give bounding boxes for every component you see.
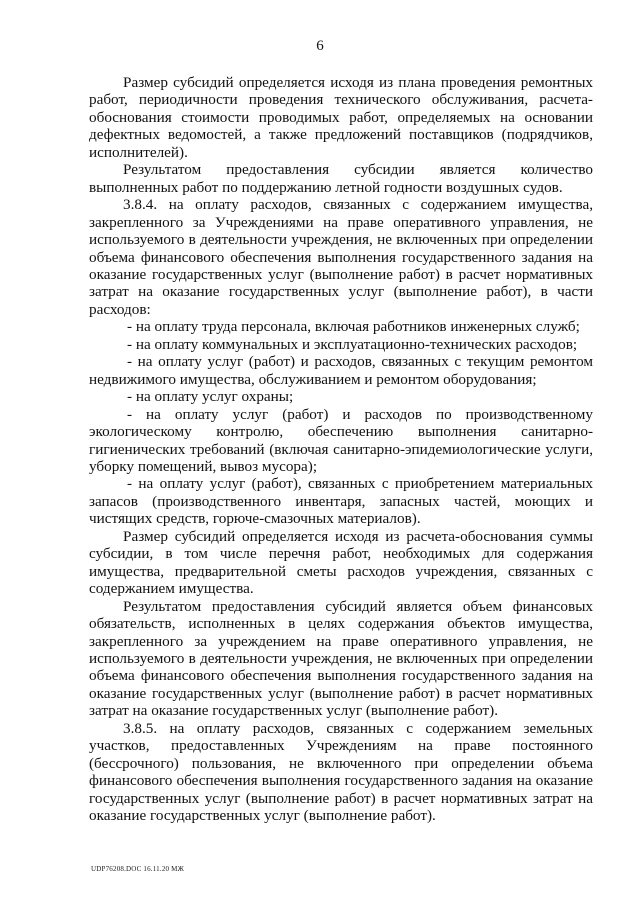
paragraph-subsidy-size-property: Размер субсидий определяется исходя из расчета-обоснования суммы субсидии, в том числе перечня работ, необходимых для содержания имущества, предварительной сметы расходов учреждения, связанных с содержанием имущества. (89, 527, 593, 598)
paragraph-subsidy-result-airworthiness: Результатом предоставления субсидии является количество выполненных работ по поддержанию летной годности воздушных судов. (89, 161, 593, 196)
document-footer-code: UDP76208.DOC 16.11.20 MЖ (91, 865, 185, 873)
list-item-material-stocks: - на оплату услуг (работ), связанных с приобретением материальных запасов (производственного инвентаря, запасных частей, моющих и чистящих средств, горюче-смазочных материалов). (89, 475, 593, 528)
page-number: 6 (316, 38, 324, 54)
paragraph-subsidy-result-property: Результатом предоставления субсидий является объем финансовых обязательств, исполненных в целях содержания объектов имущества, закрепленного за учреждением на праве оперативного управления, не используемого в деятельности учреждения, не включенных при определении объема финансового обеспечения выполнения государственного задания на оказание государственных услуг (выполнение работ) в расчет нормативных затрат на оказание государственных услуг (выполнение работ). (89, 597, 593, 720)
paragraph-3-8-5: 3.8.5. на оплату расходов, связанных с содержанием земельных участков, предоставленных Учреждениям на праве постоянного (бессрочного) пользования, не включенного при определении объема финансового обеспечения выполнения государственного задания на оказание государственных услуг (выполнение работ) в расчет нормативных затрат на оказание государственных услуг (выполнение работ). (89, 719, 593, 825)
paragraph-subsidy-size-repairs: Размер субсидий определяется исходя из плана проведения ремонтных работ, периодичности проведения технического обслуживания, расчета-обоснования стоимости проводимых работ, определяемых на основании дефектных ведомостей, а также предложений поставщиков (подрядчиков, исполнителей). (89, 74, 593, 161)
list-item-personnel-pay: - на оплату труда персонала, включая работников инженерных служб; (127, 318, 580, 336)
document-body (89, 74, 593, 824)
list-item-ecological-control: - на оплату услуг (работ) и расходов по производственному экологическому контролю, обеспечению выполнения санитарно-гигиенических требований (включая санитарно-эпидемиологические услуги, уборку помещений, вывоз мусора); (89, 405, 593, 475)
list-item-utilities: - на оплату коммунальных и эксплуатационно-технических расходов; (127, 335, 578, 353)
list-item-security: - на оплату услуг охраны; (127, 388, 294, 406)
paragraph-3-8-4: 3.8.4. на оплату расходов, связанных с содержанием имущества, закрепленного за Учреждениями на праве оперативного управления, не используемого в деятельности учреждения, не включенных при определении объема финансового обеспечения выполнения государственного задания на оказание государственных услуг (выполнение работ) в расчет нормативных затрат на оказание государственных услуг (выполнение работ), в части расходов: (89, 196, 593, 318)
list-item-current-repair: - на оплату услуг (работ) и расходов, связанных с текущим ремонтом недвижимого имущества, обслуживанием и ремонтом оборудования; (89, 353, 593, 388)
